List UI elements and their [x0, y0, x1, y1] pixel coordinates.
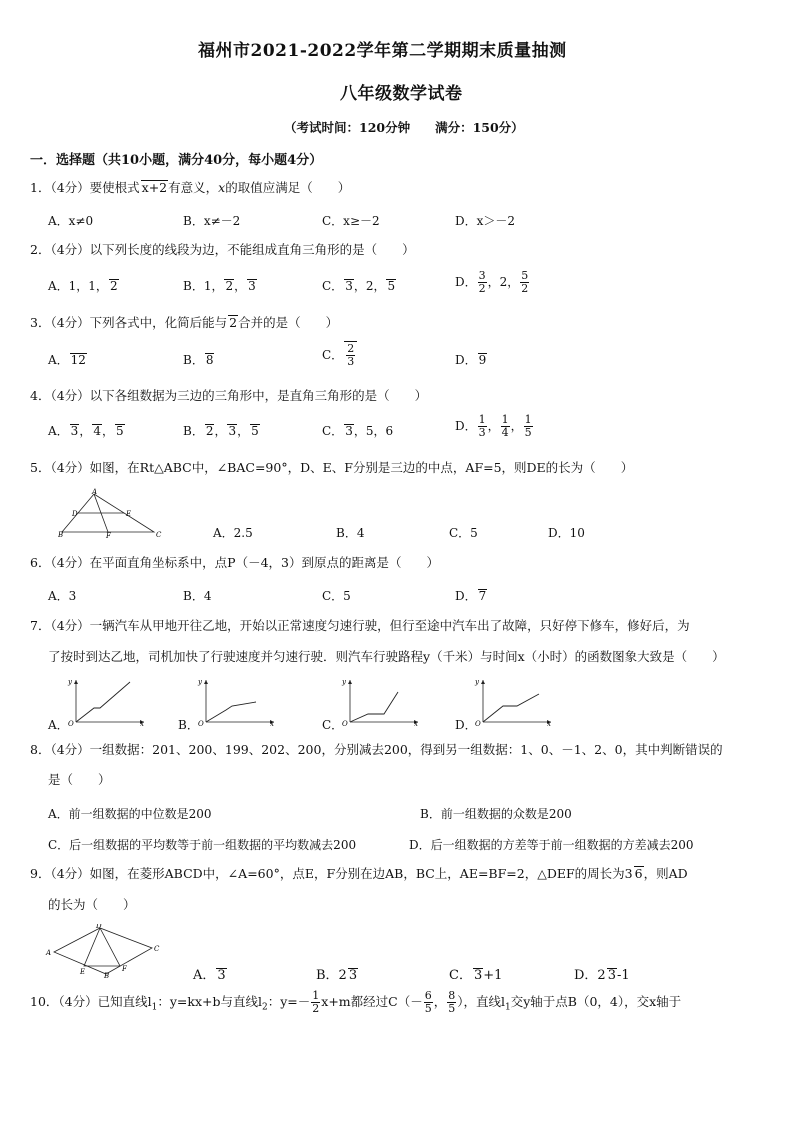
svg-text:x: x [140, 720, 144, 726]
q8-option-b: B．前一组数据的众数是200 [420, 807, 572, 821]
q3-option-b: B． 8 [183, 353, 214, 367]
q9-line2: 的长为（ ） [48, 897, 136, 912]
q7-line1: 7．（4分）一辆汽车从甲地开往乙地，开始以正常速度匀速行驶，但行至途中汽车出了故障，只好停下修车，修好后，为 [30, 618, 690, 633]
q7-graph-b [196, 676, 276, 726]
q5-label-b: B [58, 531, 64, 538]
q9-option-d: D．2 3-1 [574, 968, 630, 983]
q2-stem: 2．（4分）以下列长度的线段为边，不能组成直角三角形的是（ ） [30, 242, 415, 257]
q9-label-f: F [122, 965, 127, 973]
q1-option-c: C．x≥－2 [322, 214, 380, 228]
q5-option-d: D．10 [548, 526, 585, 540]
q1-option-d: D．x＞－2 [455, 214, 516, 228]
exam-info: （考试时间：120分钟 满分：150分） [284, 120, 524, 135]
svg-text:O: O [342, 720, 348, 726]
q5-stem: 5．（4分）如图，在Rt△ABC中，∠BAC=90°，D、E、F分别是三边的中点，AF=5，则DE的长为（ ） [30, 460, 634, 475]
q8-option-a: A．前一组数据的中位数是200 [48, 807, 212, 821]
q2-option-d: D． $\frac{3}{2}$ ，2， $\frac{5}{2}$ [455, 269, 529, 295]
q9-label-b: B [104, 972, 110, 978]
svg-text:O: O [198, 720, 204, 726]
section-heading: 一．选择题（共10小题，满分40分，每小题4分） [30, 153, 323, 168]
q9-option-b: B．2 3 [316, 968, 358, 983]
q4-option-b: B． 2， 3， 5 [183, 424, 259, 438]
q5-option-b: B．4 [336, 526, 365, 540]
q3-option-a: A． 12 [48, 353, 86, 367]
q3-stem: 3．（4分）下列各式中，化简后能与 2合并的是（ ） [30, 315, 339, 330]
q9-label-c: C [154, 945, 160, 953]
q9-rhombus-figure [44, 924, 162, 978]
svg-text:x: x [270, 720, 274, 726]
q6-option-d: D． 7 [455, 589, 487, 603]
svg-text:y: y [342, 678, 346, 686]
q4-option-d: D． $\frac{1}{3}$ ， $\frac{1}{4}$ ， $\frac{1}{5}$ [455, 413, 532, 439]
exam-subtitle: 八年级数学试卷 [340, 84, 463, 104]
q5-label-e: E [126, 510, 132, 518]
q7-line2: 了按时到达乙地，司机加快了行驶速度并匀速行驶．则汽车行驶路程y（千米）与时间x（小时）的函数图象大致是（ ） [48, 649, 725, 664]
q1-radical: x+2 [141, 180, 168, 195]
q7-option-d: D． [455, 718, 477, 732]
exam-title: 福州市2021-2022学年第二学期期末质量抽测 [198, 41, 567, 61]
q8-option-c: C．后一组数据的平均数等于前一组数据的平均数减去200 [48, 838, 357, 852]
q4-stem: 4．（4分）以下各组数据为三边的三角形中，是直角三角形的是（ ） [30, 388, 428, 403]
q7-graph-d [473, 676, 553, 726]
q8-option-d: D．后一组数据的方差等于前一组数据的方差减去200 [409, 838, 694, 852]
svg-text:x: x [414, 720, 418, 726]
q7-option-a: A． [48, 718, 69, 732]
q9-label-d: D [96, 924, 102, 930]
q2-option-c: C． 3，2， 5 [322, 279, 396, 293]
q6-stem: 6．（4分）在平面直角坐标系中，点P（－4，3）到原点的距离是（ ） [30, 555, 439, 570]
q3-option-d: D． 9 [455, 353, 487, 367]
q9-label-a: A [46, 949, 52, 957]
q8-line2: 是（ ） [48, 772, 111, 787]
q7-graph-a [66, 676, 146, 726]
q1-stem: 1．（4分）要使根式 x+2有意义，x的取值应满足（ ） [30, 180, 351, 195]
q9-option-a: A． 3 [193, 968, 226, 983]
svg-text:O: O [475, 720, 481, 726]
q9-option-c: C． 3+1 [449, 968, 503, 983]
q1-option-a: A．x≠0 [48, 214, 94, 228]
q2-option-a: A．1，1， 2 [48, 279, 118, 293]
q5-label-a: A [92, 488, 98, 496]
svg-text:y: y [475, 678, 479, 686]
q6-option-b: B．4 [183, 589, 212, 603]
q1-option-b: B．x≠－2 [183, 214, 241, 228]
q2-option-b: B．1， 2， 3 [183, 279, 256, 293]
q8-line1: 8．（4分）一组数据：201、200、199、202、200，分别减去200，得到另一组数据：1、0、－1、2、0，其中判断错误的 [30, 742, 723, 757]
svg-text:x: x [547, 720, 551, 726]
q5-label-c: C [156, 531, 162, 538]
q9-stem: 9．（4分）如图，在菱形ABCD中，∠A=60°，点E，F分别在边AB，BC上，AE=BF=2，△DEF的周长为3 6，则AD [30, 866, 688, 881]
q9-label-e: E [80, 968, 86, 976]
svg-text:y: y [68, 678, 72, 686]
q6-option-a: A．3 [48, 589, 77, 603]
q4-option-a: A． 3， 4， 5 [48, 424, 124, 438]
svg-text:y: y [198, 678, 202, 686]
q5-label-d: D [72, 510, 78, 518]
q7-option-c: C． [322, 718, 344, 732]
q5-triangle-figure [58, 488, 168, 538]
q7-option-b: B． [178, 718, 199, 732]
q5-label-f: F [106, 532, 111, 538]
q5-option-c: C．5 [449, 526, 478, 540]
q3-option-c: C． $\frac{2}{3}$ [322, 341, 357, 368]
svg-text:O: O [68, 720, 74, 726]
q7-graph-c [340, 676, 420, 726]
q5-option-a: A．2.5 [213, 526, 253, 540]
q10-stem: 10．（4分）已知直线$l_1$：y=kx+b与直线$l_2$：y=－ $\frac{1}{2}$ x+m都经过C（－ $\frac{6}{5}$ ， $\frac{8}{5}$ ），直线$l_1$交y轴于点B（0，4），交x轴于 [30, 989, 682, 1015]
q6-option-c: C．5 [322, 589, 351, 603]
q4-option-c: C． 3，5，6 [322, 424, 394, 438]
